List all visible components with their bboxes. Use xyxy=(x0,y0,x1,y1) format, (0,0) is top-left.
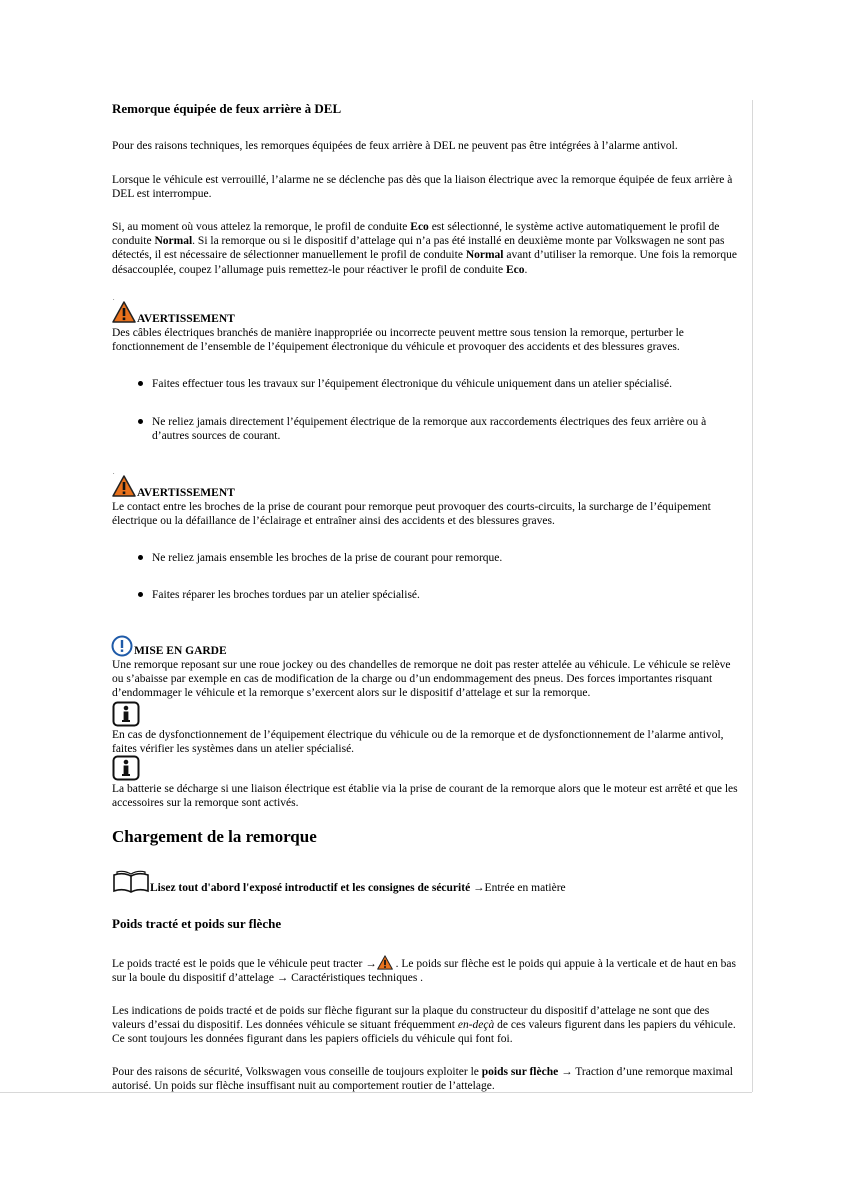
warning-triangle-icon xyxy=(112,301,136,323)
list-item: Faites réparer les broches tordues par un atelier spécialisé. xyxy=(152,589,420,601)
caution-text: Une remorque reposant sur une roue jockey ou des chandelles de remorque ne doit pas rester attelée au véhicule. Le véhicule se relève ou s’abaisse par exemple en cas de modification de la charge ou d’un endommagement des pneus. Des forces importantes risquant d’endommager le véhicule et la remorque s’exercent alors sur le dispositif d’attelage et sur la remorque. xyxy=(112,659,731,700)
caution-label: MISE EN GARDE xyxy=(134,645,227,657)
paragraph: Pour des raisons techniques, les remorques équipées de feux arrière à DEL ne peuvent pas être intégrées à l’alarme antivol. xyxy=(112,140,678,152)
paragraph-plate-values: Les indications de poids tracté et de poids sur flèche figurant sur la plaque du constructeur du dispositif d’attelage ne sont que des valeurs d’essai du dispositif. Les données véhicule se situant fréquemment en-deçà de ces valeurs figurent dans les papiers du véhicule. Ce sont toujours les données figurant dans les papiers officiels du véhicule qui font foi. xyxy=(112,1005,736,1046)
bullet-dot xyxy=(138,592,143,597)
list-item: Ne reliez jamais ensemble les broches de la prise de courant pour remorque. xyxy=(152,552,503,564)
paragraph: Lorsque le véhicule est verrouillé, l’alarme ne se déclenche pas dès que la liaison électrique avec la remorque équipée de feux arrière à DEL est interrompue. xyxy=(112,174,733,201)
warning-triangle-icon[interactable] xyxy=(377,955,393,970)
section-title-weight: Poids tracté et poids sur flèche xyxy=(112,916,282,931)
paragraph-drive-profile: Si, au moment où vous attelez la remorque, le profil de conduite Eco est sélectionné, le système active automatiquement le profil de conduite Normal. Si la remorque ou si le dispositif d’attelage qui n’a pas été installé en deuxième monte par Volkswagen ne sont pas détectés, il est nécessaire de sélectionner manuellement le profil de conduite Normal avant d’utiliser la remorque. Une fois la remorque désaccouplée, coupez l’allumage puis remettez-le pour réactiver le profil de conduite Eco. xyxy=(112,221,737,276)
marker-dot: . xyxy=(113,470,115,476)
info-icon xyxy=(112,755,140,781)
list-item: Ne reliez jamais directement l’équipement électrique de la remorque aux raccordements électriques des feux arrière ou à d’autres sources de courant. xyxy=(152,416,707,443)
caution-circle-icon xyxy=(111,635,133,657)
bullet-dot xyxy=(138,381,143,386)
page-frame-right xyxy=(752,100,753,1092)
read-first-note: Lisez tout d'abord l'exposé introductif et les consignes de sécurité →Entrée en matière xyxy=(150,882,566,894)
info-text: En cas de dysfonctionnement de l’équipement électrique du véhicule ou de la remorque et de dysfonctionnement de l’alarme antivol, faites vérifier les systèmes dans un atelier spécialisé. xyxy=(112,729,724,756)
intro-link[interactable]: Entrée en matière xyxy=(484,882,566,894)
section-title-loading: Chargement de la remorque xyxy=(112,827,317,846)
list-item: Faites effectuer tous les travaux sur l’équipement électronique du véhicule uniquement dans un atelier spécialisé. xyxy=(152,378,672,390)
warning-text: Le contact entre les broches de la prise de courant pour remorque peut provoquer des courts-circuits, la surcharge de l’équipement électrique ou la défaillance de l’éclairage et entraîner ainsi des accidents et des blessures graves. xyxy=(112,501,711,528)
open-book-icon xyxy=(112,870,150,894)
info-icon xyxy=(112,701,140,727)
warning-label: AVERTISSEMENT xyxy=(137,487,235,499)
info-text: La batterie se décharge si une liaison électrique est établie via la prise de courant de la remorque alors que le moteur est arrêté et que les accessoires sur la remorque sont activés. xyxy=(112,783,738,810)
paragraph-safety: Pour des raisons de sécurité, Volkswagen vous conseille de toujours exploiter le poids sur flèche → Traction d’une remorque maximal autorisé. Un poids sur flèche insuffisant nuit au comportement routier de l’attelage. xyxy=(112,1066,733,1093)
read-first-text: Lisez tout d'abord l'exposé introductif et les consignes de sécurité xyxy=(150,882,471,894)
marker-dot: . xyxy=(113,296,115,302)
warning-triangle-icon xyxy=(112,475,136,497)
warning-text: Des câbles électriques branchés de manière inappropriée ou incorrecte peuvent mettre sous tension la remorque, perturber le fonctionnement de l’ensemble de l’équipement électronique du véhicule et provoquer des accidents et des blessures graves. xyxy=(112,327,684,354)
bullet-dot xyxy=(138,555,143,560)
section-title-led: Remorque équipée de feux arrière à DEL xyxy=(112,101,342,116)
warning-label: AVERTISSEMENT xyxy=(137,313,235,325)
bullet-dot xyxy=(138,419,143,424)
paragraph-towed-weight: Le poids tracté est le poids que le véhicule peut tracter → . Le poids sur flèche est le poids qui appuie à la verticale et de haut en bas sur la boule du dispositif d’attelage → Caractéristiques techniques . xyxy=(112,955,742,985)
